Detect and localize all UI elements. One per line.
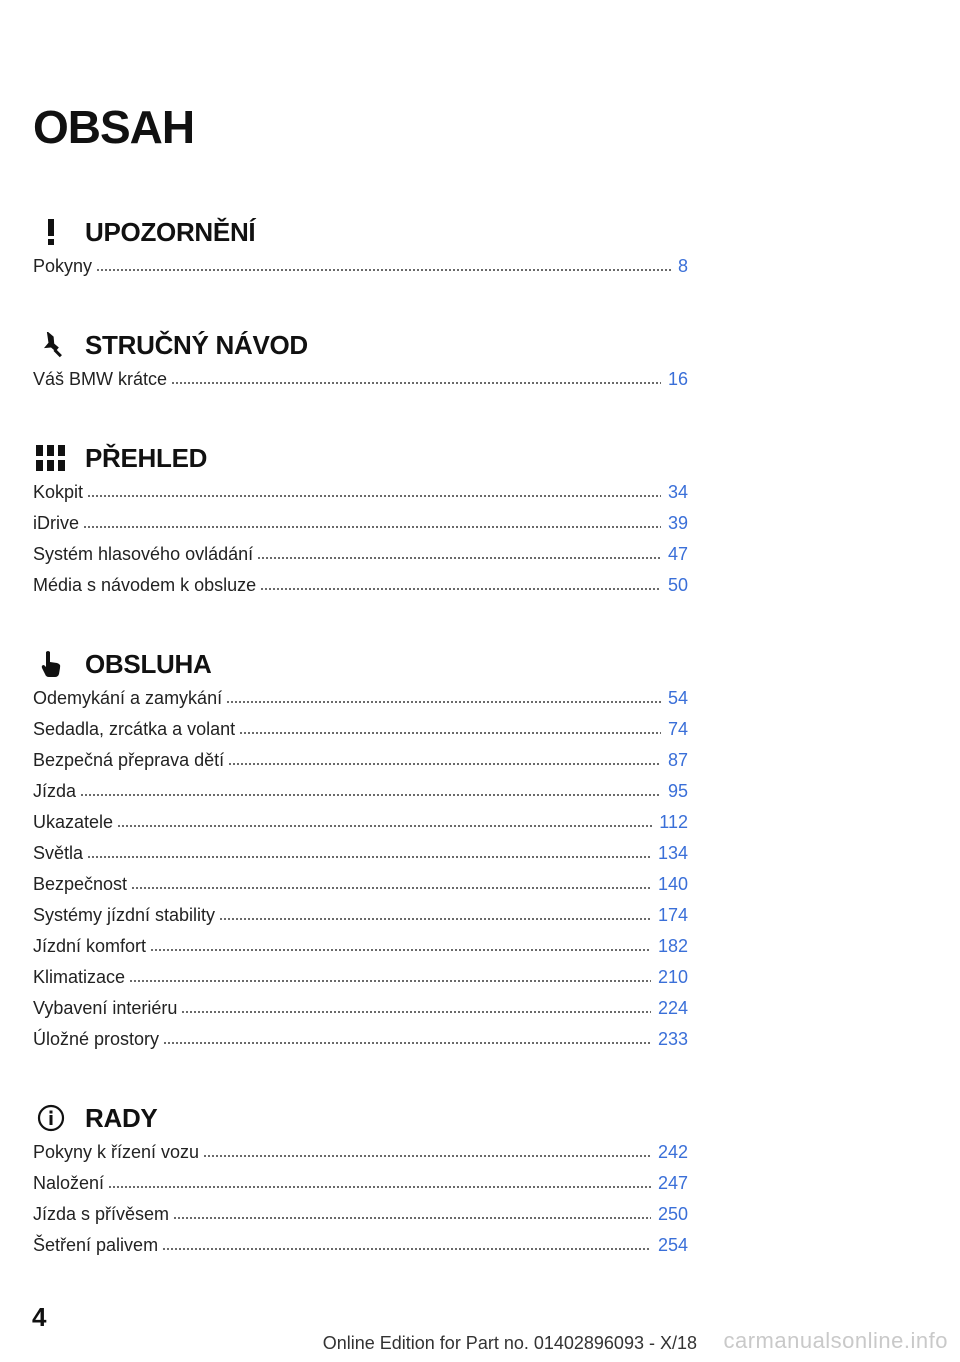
toc-entry[interactable] [33,781,688,812]
dot-leader [163,1041,651,1045]
entry-label: Ukazatele [33,812,114,832]
toc-entry[interactable] [33,513,688,544]
dot-leader [83,525,661,529]
dot-leader [108,1185,651,1189]
entry-label: iDrive [33,513,80,533]
dot-leader [260,587,661,591]
page-title: OBSAH [33,101,195,153]
entry-label: Bezpečnost [33,874,128,894]
section-title: OBSLUHA [85,648,212,679]
entry-page-link[interactable]: 174 [657,905,688,925]
dot-leader [87,855,651,859]
entry-page-link[interactable]: 233 [657,1029,688,1049]
toc-entry[interactable] [33,843,688,874]
toc-entry[interactable] [33,482,688,513]
entry-page-link[interactable]: 16 [667,369,688,389]
entry-label: Šetření palivem [33,1235,159,1255]
toc-entry[interactable] [33,544,688,575]
entry-label: Systém hlasového ovládání [33,544,254,564]
section-header [33,210,688,254]
watermark: carmanualsonline.info [723,1328,948,1353]
entry-label: Jízda [33,781,77,801]
toc-entry[interactable] [33,1029,688,1060]
entry-label: Úložné prostory [33,1029,160,1049]
page-number: 4 [32,1302,47,1332]
entry-label: Jízdní komfort [33,936,147,956]
entry-page-link[interactable]: 47 [667,544,688,564]
toc-entry[interactable] [33,719,688,750]
dot-leader [203,1154,651,1158]
entry-page-link[interactable]: 34 [667,482,688,502]
entry-label: Vybavení interiéru [33,998,178,1018]
entry-page-link[interactable]: 8 [677,256,688,276]
toc-entry[interactable] [33,256,688,287]
dot-leader [129,979,651,983]
entry-label: Naložení [33,1173,105,1193]
dot-leader [87,494,661,498]
entry-page-link[interactable]: 74 [667,719,688,739]
toc-entry[interactable] [33,1173,688,1204]
entry-page-link[interactable]: 247 [657,1173,688,1193]
toc-section [33,642,688,1060]
toc-entry[interactable] [33,575,688,606]
toc-entry[interactable] [33,1142,688,1173]
toc-entry[interactable] [33,967,688,998]
entry-page-link[interactable]: 54 [667,688,688,708]
dot-leader [162,1247,651,1251]
toc-entry[interactable] [33,688,688,719]
dot-leader [257,556,661,560]
section-title: STRUČNÝ NÁVOD [85,329,308,360]
info-circle-icon [33,1104,69,1132]
section-header [33,436,688,480]
dot-leader [96,268,671,272]
section-header [33,1096,688,1140]
entry-page-link[interactable]: 134 [657,843,688,863]
entry-label: Klimatizace [33,967,126,987]
entry-label: Pokyny [33,256,93,276]
entry-label: Systémy jízdní stability [33,905,216,925]
section-header [33,323,688,367]
footer-edition: Online Edition for Part no. 01402896093 - X/18 [322,1333,697,1353]
section-title: RADY [85,1102,158,1133]
dot-leader [131,886,651,890]
entry-page-link[interactable]: 224 [657,998,688,1018]
toc-entry[interactable] [33,936,688,967]
toc-section [33,1096,688,1266]
entry-label: Média s návodem k obsluze [33,575,257,595]
table-of-contents [33,210,688,1302]
dot-leader [239,731,661,735]
entry-page-link[interactable]: 254 [657,1235,688,1255]
entry-label: Jízda s přívěsem [33,1204,170,1224]
dot-leader [117,824,652,828]
dot-leader [181,1010,651,1014]
entry-label: Světla [33,843,84,863]
toc-entry[interactable] [33,905,688,936]
dot-leader [228,762,661,766]
section-header [33,642,688,686]
entry-page-link[interactable]: 182 [657,936,688,956]
toc-section [33,210,688,287]
entry-label: Pokyny k řízení vozu [33,1142,200,1162]
entry-page-link[interactable]: 140 [657,874,688,894]
entry-page-link[interactable]: 112 [659,812,688,832]
toc-section [33,436,688,606]
toc-entry[interactable] [33,812,688,843]
toc-entry[interactable] [33,369,688,400]
toc-entry[interactable] [33,1204,688,1235]
dot-leader [173,1216,651,1220]
dot-leader [150,948,651,952]
grid-icon [33,444,69,472]
toc-entry[interactable] [33,874,688,905]
entry-label: Sedadla, zrcátka a volant [33,719,236,739]
entry-page-link[interactable]: 50 [667,575,688,595]
hand-pointer-icon [33,650,69,678]
entry-page-link[interactable]: 210 [657,967,688,987]
entry-page-link[interactable]: 87 [667,750,688,770]
entry-page-link[interactable]: 250 [657,1204,688,1224]
entry-label: Bezpečná přeprava dětí [33,750,225,770]
entry-label: Odemykání a zamykání [33,688,223,708]
dot-leader [226,700,661,704]
toc-entry[interactable] [33,750,688,781]
toc-entry[interactable] [33,1235,688,1266]
entry-label: Kokpit [33,482,84,502]
dot-leader [219,917,651,921]
section-title: UPOZORNĚNÍ [85,216,256,247]
entry-page-link[interactable]: 95 [667,781,688,801]
toc-entry[interactable] [33,998,688,1029]
toc-section [33,323,688,400]
entry-page-link[interactable]: 242 [657,1142,688,1162]
entry-page-link[interactable]: 39 [667,513,688,533]
exclamation-icon [33,218,69,246]
dot-leader [80,793,661,797]
section-title: PŘEHLED [85,442,208,473]
entry-label: Váš BMW krátce [33,369,168,389]
dot-leader [171,381,661,385]
pin-icon [33,331,69,359]
